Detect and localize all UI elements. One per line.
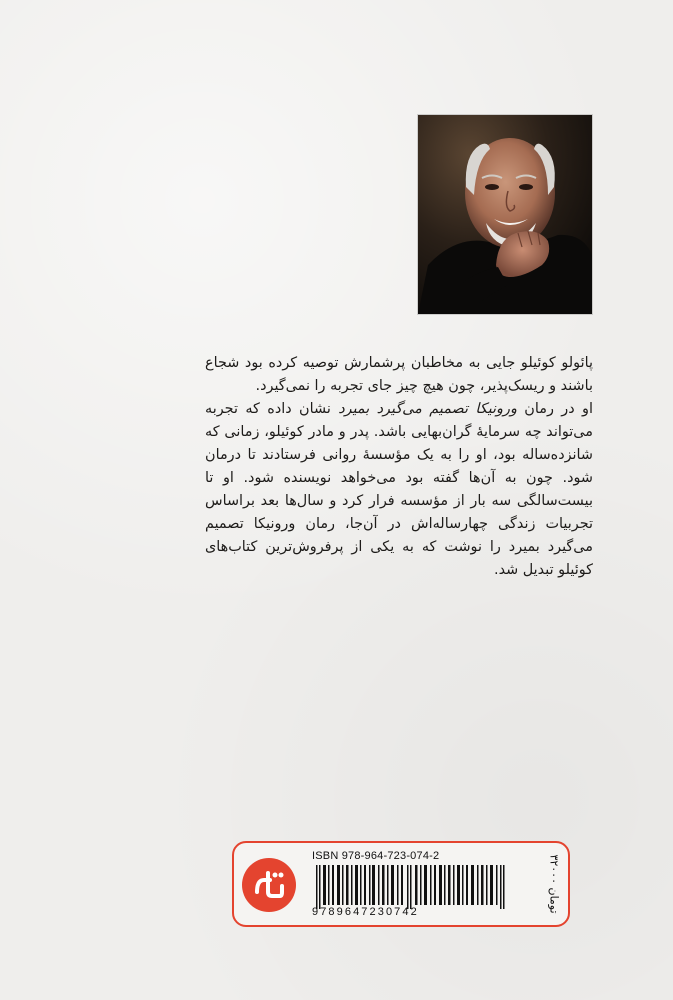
blurb-paragraph-2-start: او در رمان bbox=[516, 401, 593, 417]
author-portrait-image bbox=[418, 115, 592, 314]
blurb-paragraph-2 bbox=[205, 398, 593, 582]
barcode-digits: 9789647230742 bbox=[312, 906, 419, 918]
isbn-price-box bbox=[232, 841, 570, 927]
blurb-paragraph-2-rest: نشان داده که تجربه می‌تواند چه سرمایهٔ گران‌بهایی باشد. پدر و مادر کوئیلو، زمانی که شانزده‌ساله بود، او را به یک مؤسسهٔ روانی فرستادند تا درمان شود. چون به آن‌ها گفته بود می‌خواهد نویسنده شود. او تا بیست‌سالگی سه بار از مؤسسه فرار کرد و سال‌ها بعد براساس تجربیات زندگی چهارساله‌اش در آن‌جا، رمان ورونیکا تصمیم می‌گیرد بمیرد را نوشت که به یکی از پرفروش‌ترین کتاب‌های کوئیلو تبدیل شد. bbox=[205, 401, 593, 578]
price-text: ۳۲۰۰۰ تومان bbox=[547, 854, 561, 914]
publisher-logo-icon bbox=[242, 858, 296, 912]
barcode-icon bbox=[312, 865, 512, 909]
isbn-label: ISBN 978-964-723-074-2 bbox=[312, 850, 440, 862]
price-tag bbox=[544, 847, 564, 921]
book-blurb bbox=[205, 352, 593, 582]
author-photo bbox=[418, 115, 592, 314]
barcode-area bbox=[312, 850, 532, 922]
publisher-logo bbox=[242, 858, 296, 912]
blurb-paragraph-1: پائولو کوئیلو جایی به مخاطبان پرشمارش توصیه کرده بود شجاع باشند و ریسک‌پذیر، چون هیچ چیز جای تجربه را نمی‌گیرد. bbox=[205, 355, 593, 394]
novel-title-italic: ورونیکا تصمیم می‌گیرد بمیرد bbox=[338, 401, 517, 417]
